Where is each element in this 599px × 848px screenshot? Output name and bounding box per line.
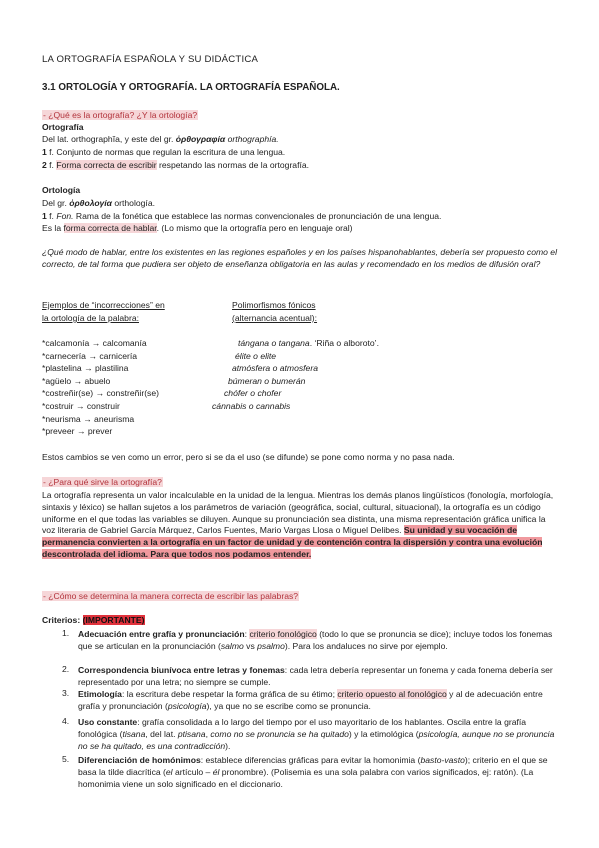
incorrection-item: *costreñir(se) → constreñir(se) — [42, 388, 159, 399]
polymorphism-item: chófer o chofer — [224, 388, 282, 399]
criterion-number: 4. — [62, 716, 70, 726]
important-badge: (IMPORTANTE) — [82, 615, 145, 625]
ortografia-def-2: 2 f. Forma correcta de escribir respetando las normas de la ortografía. — [42, 160, 310, 170]
question-2: - ¿Para qué sirve la ortografía? — [43, 477, 162, 487]
criterion-text: Uso constante: grafía consolidada a lo largo del tiempo por el uso mayoritario de los hablantes. Oscila entre la grafía fonológica (tisana, del lat. ptisana, como no se pronuncia se ha quitado) y la etimológica (psicología, aunque no se pronuncia no se ha quitado, es una contradicción). — [78, 717, 555, 751]
examples-heading-2: la ortología de la palabra: — [42, 313, 139, 323]
criterion-number: 5. — [62, 754, 70, 764]
criteria-heading: Criterios: (IMPORTANTE) — [42, 615, 145, 625]
question-italic-paragraph: ¿Qué modo de hablar, entre los existentes en las regiones españoles y en los países hispanohablantes, debería ser propuesto como el correcto, de tal forma que pudiera ser objeto de enseñanza obligatoria en las aulas y recomendado en los medios de difusión oral? — [42, 247, 557, 269]
criterion-number: 3. — [62, 688, 70, 698]
ortologia-etymology: Del gr. ὀρθολογία orthología. — [42, 198, 155, 208]
ortografia-def-1: 1 f. Conjunto de normas que regulan la escritura de una lengua. — [42, 147, 286, 157]
question-1: - ¿Qué es la ortografía? ¿Y la ortología? — [43, 110, 198, 120]
heading-ortografia: Ortografía — [42, 122, 84, 132]
incorrection-item: *preveer → prever — [42, 426, 113, 437]
polymorphism-item: élite o elite — [235, 350, 277, 361]
polymorphism-item: atmósfera o atmosfera — [232, 363, 318, 374]
heading-ortologia: Ortología — [42, 185, 81, 195]
ortografia-etymology: Del lat. orthographĭa, y este del gr. ὀρθογραφία orthographía. — [42, 134, 279, 144]
changes-note: Estos cambios se ven como un error, pero si se da el uso (se difunde) se pone como norma y no pasa nada. — [42, 452, 455, 462]
criterion-text: Correspondencia biunívoca entre letras y fonemas: cada letra debería representar un fonema y cada fonema debería ser representado por una letra; no siempre se cumple. — [78, 665, 553, 687]
criterion-text: Etimología: la escritura debe respetar la forma gráfica de su étimo; criterio opuesto al fonológico y al de adecuación entre grafía y pronunciación (psicología), ya que no se escribe como se pronuncia. — [78, 689, 543, 711]
section-title: 3.1 ORTOLOGÍA Y ORTOGRAFÍA. LA ORTOGRAFÍA ESPAÑOLA. — [42, 82, 340, 93]
polymorphisms-heading-2: (alternancia acentual): — [232, 313, 318, 323]
examples-heading-1: Ejemplos de “incorrecciones” en — [42, 300, 165, 310]
incorrection-item: *costruir → construir — [42, 401, 120, 411]
incorrection-item: *plastelina → plastilina — [42, 363, 129, 374]
polymorphism-item: cánnabis o cannabis — [212, 401, 291, 411]
incorrection-item: *carnecería → carnicería — [42, 350, 138, 361]
incorrection-item: *neurisma → aneurisma — [42, 413, 135, 424]
incorrection-item: *agüelo → abuelo — [42, 375, 111, 386]
incorrection-item: *calcamonía → calcomanía — [42, 338, 147, 348]
polymorphism-item: búmeran o bumerán — [228, 375, 306, 386]
ortologia-note: Es la forma correcta de hablar. (Lo mismo que la ortografía pero en lenguaje oral) — [42, 223, 353, 233]
criterion-text: Diferenciación de homónimos: establece diferencias gráficas para evitar la homonimia (basto-vasto); criterio en el que se basa la tilde diacrítica (el artículo – él pronombre). (Polisemia es una sola palabra con varios significados, ej: ratón). (La homonimia viene un solo significado en el diccionario. — [78, 755, 548, 789]
criterion-text: Adecuación entre grafía y pronunciación: criterio fonológico (todo lo que se pronuncia se dice); incluye todos los fonemas que se articulan en la pronunciación (salmo vs psalmo). Para los andaluces no sirve por ejemplo. — [78, 629, 553, 651]
document-title: LA ORTOGRAFÍA ESPAÑOLA Y SU DIDÁCTICA — [42, 54, 259, 65]
polymorphisms-heading-1: Polimorfismos fónicos — [232, 300, 316, 310]
polymorphism-item: tángana o tangana. ‘Riña o alboroto’. — [238, 338, 379, 348]
question-3: - ¿Cómo se determina la manera correcta de escribir las palabras? — [43, 591, 299, 601]
criterion-number: 2. — [62, 664, 70, 674]
ortografia-purpose-paragraph: La ortografía representa un valor incalculable en la unidad de la lengua. Mientras los demás planos lingüísticos (fonología, morfología, sintaxis y léxico) se hallan sujetos a los parámetros de variación (geográfica, social, cultural, situacional), la ortografía es un código uniforme en el que todas las variables se diluyen. Aunque su pronunciación sea distinta, una misma representación gráfica unifica la voz literaria de Gabriel García Márquez, Carlos Fuentes, Mario Vargas Llosa o Miguel Delibes. Su unidad y su vocación de permanencia convierten a la ortografía en un factor de unidad y de contención contra la dispersión y contra una evolución descontrolada del idioma. Para que todos nos podamos entender. — [42, 490, 554, 559]
criterion-number: 1. — [62, 628, 70, 638]
ortologia-def-1: 1 f. Fon. Rama de la fonética que establece las normas convencionales de pronunciación de una lengua. — [42, 211, 442, 221]
